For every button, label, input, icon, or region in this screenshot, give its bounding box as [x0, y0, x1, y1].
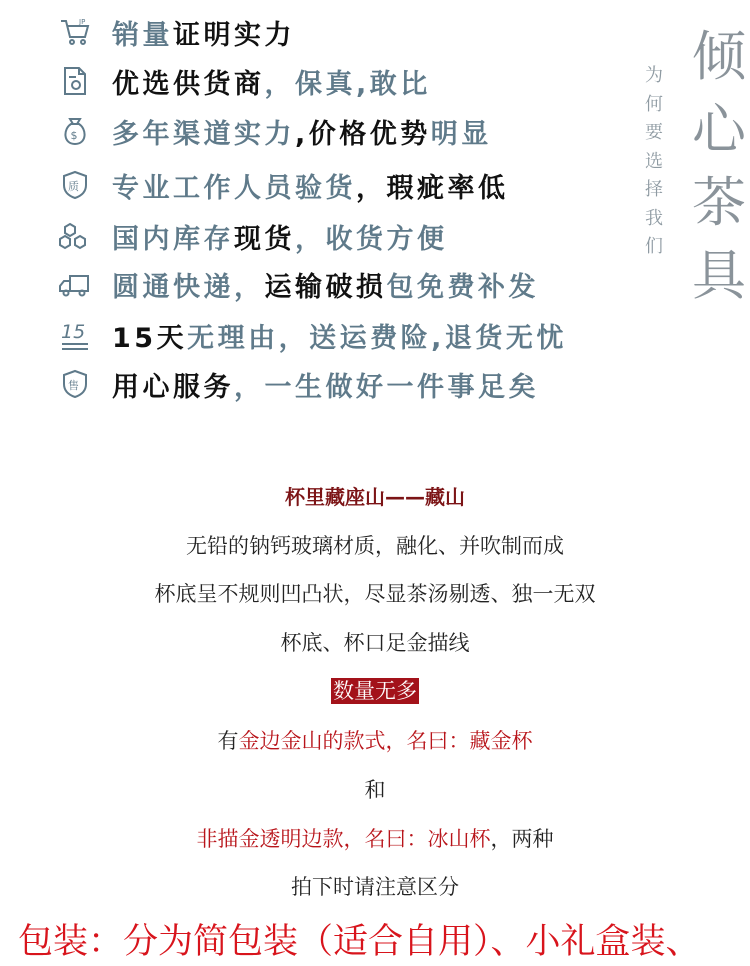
product-title: 杯里藏座山——藏山: [285, 485, 465, 509]
feature-item: [58, 165, 509, 205]
money-bag-icon: [58, 114, 92, 148]
fifteen-days-icon: [58, 318, 92, 352]
delivery-truck-icon: [58, 267, 92, 301]
svg-text:质: 质: [68, 180, 79, 193]
quality-shield-icon: [58, 168, 92, 202]
limited-quantity-badge: 数量无多: [333, 679, 417, 703]
feature-item: [58, 216, 448, 256]
svg-text:15: 15: [61, 321, 86, 343]
feature-text: 专业工作人员验货，瑕疵率低: [112, 172, 509, 204]
desc-line-and: 和: [364, 778, 386, 802]
after-sale-shield-icon: [58, 367, 92, 401]
desc-line-notice: 拍下时请注意区分: [291, 875, 459, 899]
feature-text: 用心服务，一生做好一件事足矣: [112, 371, 539, 403]
limited-badge-line: [0, 675, 750, 707]
brand-vertical-title: 倾 心 茶 具: [692, 25, 746, 307]
feature-text: 优选供货商，保真,敢比: [112, 68, 431, 100]
desc-line-material: 无铅的钠钙玻璃材质，融化、并吹制而成: [186, 534, 564, 558]
feature-item: [58, 111, 492, 151]
feature-text: 15天无理由，送运费险,退货无忧: [112, 322, 567, 354]
feature-item: [58, 364, 539, 404]
svg-text:售: 售: [68, 379, 79, 392]
svg-text:JP: JP: [79, 18, 86, 26]
certificate-icon: [58, 64, 92, 98]
desc-line-bottom: 杯底呈不规则凹凸状，尽显茶汤剔透、独一无双: [154, 582, 596, 606]
svg-text:$: $: [70, 129, 78, 142]
cart-jp-icon: [58, 15, 92, 49]
feature-item: [58, 264, 539, 304]
feature-text: 销量证明实力: [112, 19, 295, 51]
feature-item: [58, 12, 295, 52]
packaging-note: 包装：分为简包装（适合自用）、小礼盒装、: [18, 922, 701, 962]
boxes-icon: [58, 219, 92, 253]
feature-item: [58, 315, 567, 355]
why-choose-us-vertical: 为 何 要 选 择 我 们: [645, 65, 663, 257]
feature-text: 圆通快递，运输破损包免费补发: [112, 271, 539, 303]
desc-line-ice-style: 非描金透明边款，名曰：冰山杯，两种: [196, 827, 554, 851]
desc-line-gold-trim: 杯底、杯口足金描线: [280, 631, 470, 655]
feature-text: 多年渠道实力,价格优势明显: [112, 118, 492, 150]
desc-line-gold-style: 有金边金山的款式，名曰：藏金杯: [217, 729, 533, 753]
feature-item: [58, 61, 431, 101]
feature-text: 国内库存现货，收货方便: [112, 223, 448, 255]
